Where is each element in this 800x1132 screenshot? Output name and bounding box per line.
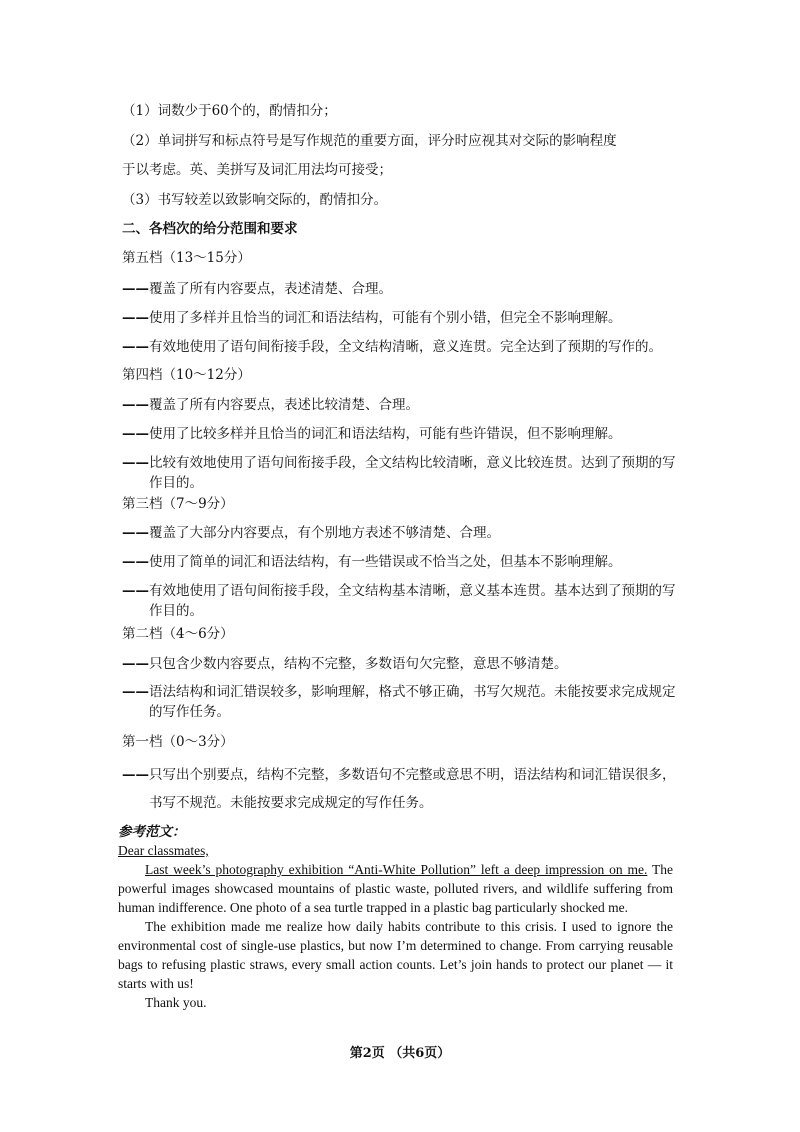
level-title: 第三档（7～9分） — [122, 496, 234, 512]
criterion-item: —— 只写出个别要点，结构不完整，多数语句不完整或意思不明，语法结构和词汇错误很多，书写不规范。未能按要求完成规定的写作任务。 — [122, 761, 682, 817]
essay-paragraph-1-rest: The powerful images showcased mountains of plastic waste, polluted rivers, and wildlife suffering from human indifference. One photo of a sea turtle trapped in a plastic bag particularly shocked me. — [118, 862, 673, 915]
dash: —— — [122, 339, 149, 355]
rule-2-continued: 于以考虑。英、美拼写及词汇用法均可接受； — [122, 162, 392, 178]
essay-paragraph-2: The exhibition made me realize how daily habits contribute to this crisis. I used to ignore the environmental cost of single-use plastics, but now I’m determined to change. From carrying reusable bags to refusing plastic straws, every small action counts. Let’s join hands to protect our planet — it starts with us! — [118, 919, 673, 991]
level-title: 第四档（10～12分） — [122, 367, 251, 383]
rule-3: （3）书写较差以致影响交际的，酌情扣分。 — [122, 192, 388, 208]
dash: —— — [122, 310, 149, 326]
criterion-item: —— 覆盖了所有内容要点，表述清楚、合理。 — [122, 281, 392, 297]
criterion-item: —— 覆盖了大部分内容要点，有个别地方表述不够清楚、合理。 — [122, 525, 500, 541]
criterion-item: —— 语法结构和词汇错误较多，影响理解，格式不够正确，书写欠规范。未能按要求完成规定的写作任务。 — [122, 684, 676, 720]
dash: —— — [122, 397, 149, 413]
criterion-item: —— 只包含少数内容要点，结构不完整，多数语句欠完整，意思不够清楚。 — [122, 656, 568, 672]
level-title: 第五档（13～15分） — [122, 250, 251, 266]
page-footer: 第2页 （共6页） — [349, 1046, 451, 1061]
dash: —— — [122, 554, 149, 570]
level-title: 第二档（4～6分） — [122, 626, 234, 642]
criterion-item: —— 覆盖了所有内容要点，表述比较清楚、合理。 — [122, 397, 419, 413]
dash: —— — [122, 455, 149, 471]
dash: —— — [122, 525, 149, 541]
dash: —— — [122, 281, 149, 297]
criterion-item: —— 使用了简单的词汇和语法结构，有一些错误或不恰当之处，但基本不影响理解。 — [122, 554, 622, 570]
dash: —— — [122, 656, 149, 672]
sample-heading: 参考范文： — [118, 824, 186, 840]
sample-essay — [118, 841, 673, 1012]
essay-underlined-sentence: Last week’s photography exhibition “Anti-White Pollution” left a deep impression on me. — [145, 862, 648, 877]
essay-closing: Thank you. — [145, 995, 207, 1010]
dash: —— — [122, 583, 149, 599]
essay-paragraph-1 — [118, 860, 673, 917]
dash: —— — [122, 426, 149, 442]
criterion-item: —— 使用了多样并且恰当的词汇和语法结构，可能有个别小错，但完全不影响理解。 — [122, 310, 622, 326]
essay-greeting: Dear classmates, — [118, 843, 209, 858]
level-title: 第一档（0～3分） — [122, 734, 234, 750]
criterion-item: —— 比较有效地使用了语句间衔接手段，全文结构比较清晰，意义比较连贯。达到了预期的写作目的。 — [122, 455, 676, 491]
dash: —— — [122, 767, 149, 783]
rule-2: （2）单词拼写和标点符号是写作规范的重要方面，评分时应视其对交际的影响程度 — [122, 133, 617, 149]
criterion-item: —— 有效地使用了语句间衔接手段，全文结构清晰，意义连贯。完全达到了预期的写作的。 — [122, 339, 662, 355]
criterion-item: —— 有效地使用了语句间衔接手段，全文结构基本清晰，意义基本连贯。基本达到了预期的写作目的。 — [122, 583, 676, 619]
criterion-item: —— 使用了比较多样并且恰当的词汇和语法结构，可能有些许错误，但不影响理解。 — [122, 426, 622, 442]
rule-1: （1）词数少于60个的，酌情扣分； — [122, 103, 337, 119]
section-heading: 二、各档次的给分范围和要求 — [122, 221, 298, 237]
dash: —— — [122, 684, 149, 700]
